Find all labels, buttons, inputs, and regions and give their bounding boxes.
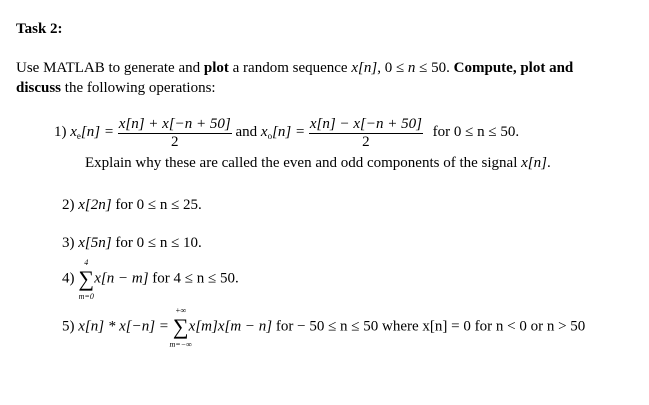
summation-symbol: +∞ ∑ m=−∞ [169, 306, 192, 349]
task-title: Task 2: [16, 21, 63, 37]
summation-symbol: 4 ∑ m=0 [78, 258, 95, 301]
intro-line-2: discuss the following operations: [16, 80, 216, 96]
operation-4: 4) 4 ∑ m=0 x[n − m] for 4 ≤ n ≤ 50. [62, 258, 239, 301]
operation-5: 5) x[n] * x[−n] = +∞ ∑ m=−∞ x[m]x[m − n] for − 50 ≤ n ≤ 50 where x[n] = 0 for n < 0 or n > 50 [62, 306, 586, 349]
operation-3: 3) x[5n] for 0 ≤ n ≤ 10. [62, 235, 202, 251]
operation-1-equation: 1) $x_e[n]$ = $\frac{x[n] + x[-n + 50]}{2}$ and $x_o[n]$ = $\frac{x[n] - x[-n + 50]}{2}$ for 0 ≤ n ≤ 50. [54, 116, 520, 150]
odd-component-fraction: $\frac{x[n] - x[-n + 50]}{2}$ [309, 116, 422, 150]
task-intro [16, 58, 573, 98]
operation-1-explanation: Explain why these are called the even and odd components of the signal x[n]. [85, 155, 551, 171]
operation-2: 2) x[2n] for 0 ≤ n ≤ 25. [62, 197, 202, 213]
intro-line-1: Use MATLAB to generate and plot a random sequence x[n], 0 ≤ n ≤ 50. Compute, plot and [16, 60, 574, 76]
even-component-fraction: $\frac{x[n] + x[-n + 50]}{2}$ [118, 116, 231, 150]
